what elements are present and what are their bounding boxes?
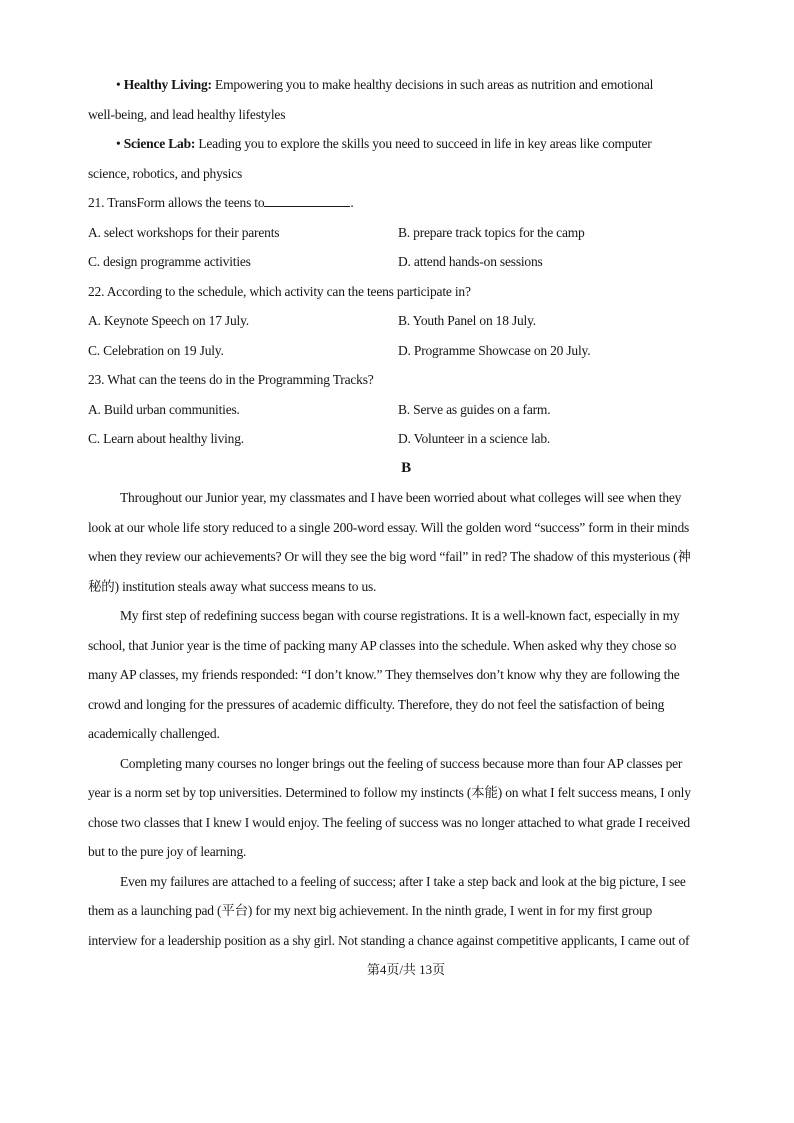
option-21-c: C. design programme activities (88, 254, 251, 269)
option-21-d: D. attend hands-on sessions (398, 254, 543, 269)
text-line: look at our whole life story reduced to a single 200-word essay. Will the golden word “success” form in their minds (88, 519, 690, 535)
options-row (88, 395, 724, 425)
bullet-item (88, 70, 724, 100)
question-stem-23: 23. What can the teens do in the Programming Tracks? (88, 372, 374, 387)
option-23-b: B. Serve as guides on a farm. (398, 401, 551, 417)
question-stem-21 (88, 188, 724, 218)
text-line: many AP classes, my friends responded: “I don’t know.” They themselves don’t know why they are following the (88, 667, 680, 682)
options-row (88, 336, 724, 366)
bullet-continuation: science, robotics, and physics (88, 165, 243, 181)
passage-paragraph (88, 867, 724, 956)
text-line: but to the pure joy of learning. (88, 844, 247, 859)
option-22-c: C. Celebration on 19 July. (88, 342, 224, 358)
bullet-text: Leading you to explore the skills you need to succeed in life in key areas like computer (195, 136, 652, 151)
question-suffix: . (350, 195, 354, 210)
passage-paragraph (88, 483, 724, 601)
answer-blank (264, 193, 350, 207)
question-text: 21. TransForm allows the teens to (88, 195, 265, 210)
passage-paragraph (88, 601, 724, 749)
option-23-a: A. Build urban communities. (88, 401, 240, 417)
options-row (88, 247, 724, 277)
bullet-item (88, 129, 724, 159)
option-22-d: D. Programme Showcase on 20 July. (398, 342, 591, 358)
passage-paragraph (88, 749, 724, 867)
text-line: when they review our achievements? Or will they see the big word “fail” in red? The shadow of this mysterious (神 (88, 549, 691, 564)
text-line: 秘的) institution steals away what success means to us. (88, 578, 377, 594)
text-line: year is a norm set by top universities. Determined to follow my instincts (本能) on what I felt success means, I only (88, 785, 691, 800)
bullet-icon: • (116, 77, 124, 92)
text-line: Throughout our Junior year, my classmates and I have been worried about what colleges will see when they (120, 490, 682, 505)
section-heading: B (401, 459, 411, 476)
bullet-label: Science Lab: (123, 136, 196, 151)
option-21-a: A. select workshops for their parents (88, 224, 280, 240)
question-stem-22: 22. According to the schedule, which activity can the teens participate in? (88, 283, 471, 299)
text-line: academically challenged. (88, 726, 220, 741)
page-footer: 第4页/共 13页 (366, 962, 446, 977)
option-21-b: B. prepare track topics for the camp (398, 224, 585, 240)
text-line: Completing many courses no longer brings out the feeling of success because more than four AP classes per (120, 755, 683, 771)
option-23-c: C. Learn about healthy living. (88, 431, 244, 446)
options-row (88, 424, 724, 454)
bullet-text: Empowering you to make healthy decisions in such areas as nutrition and emotional (211, 77, 654, 92)
option-22-a: A. Keynote Speech on 17 July. (88, 313, 249, 328)
options-row (88, 218, 724, 248)
text-line: them as a launching pad (平台) for my next big achievement. In the ninth grade, I went in for my first group (88, 903, 653, 918)
bullet-icon: • (116, 136, 124, 151)
text-line: interview for a leadership position as a shy girl. Not standing a chance against competitive applicants, I came out of (88, 932, 690, 948)
text-line: chose two classes that I knew I would enjoy. The feeling of success was no longer attached to what grade I received (88, 814, 690, 830)
option-22-b: B. Youth Panel on 18 July. (398, 313, 536, 328)
bullet-continuation: well-being, and lead healthy lifestyles (88, 106, 286, 122)
text-line: Even my failures are attached to a feeling of success; after I take a step back and look at the big picture, I see (120, 873, 686, 889)
text-line: My first step of redefining success began with course registrations. It is a well-known fact, especially in my (120, 608, 680, 623)
options-row (88, 306, 724, 336)
text-line: school, that Junior year is the time of packing many AP classes into the schedule. When asked why they chose so (88, 637, 677, 653)
option-23-d: D. Volunteer in a science lab. (398, 431, 551, 446)
bullet-label: Healthy Living: (123, 77, 212, 92)
text-line: crowd and longing for the pressures of academic difficulty. Therefore, they do not feel the satisfaction of being (88, 696, 665, 712)
